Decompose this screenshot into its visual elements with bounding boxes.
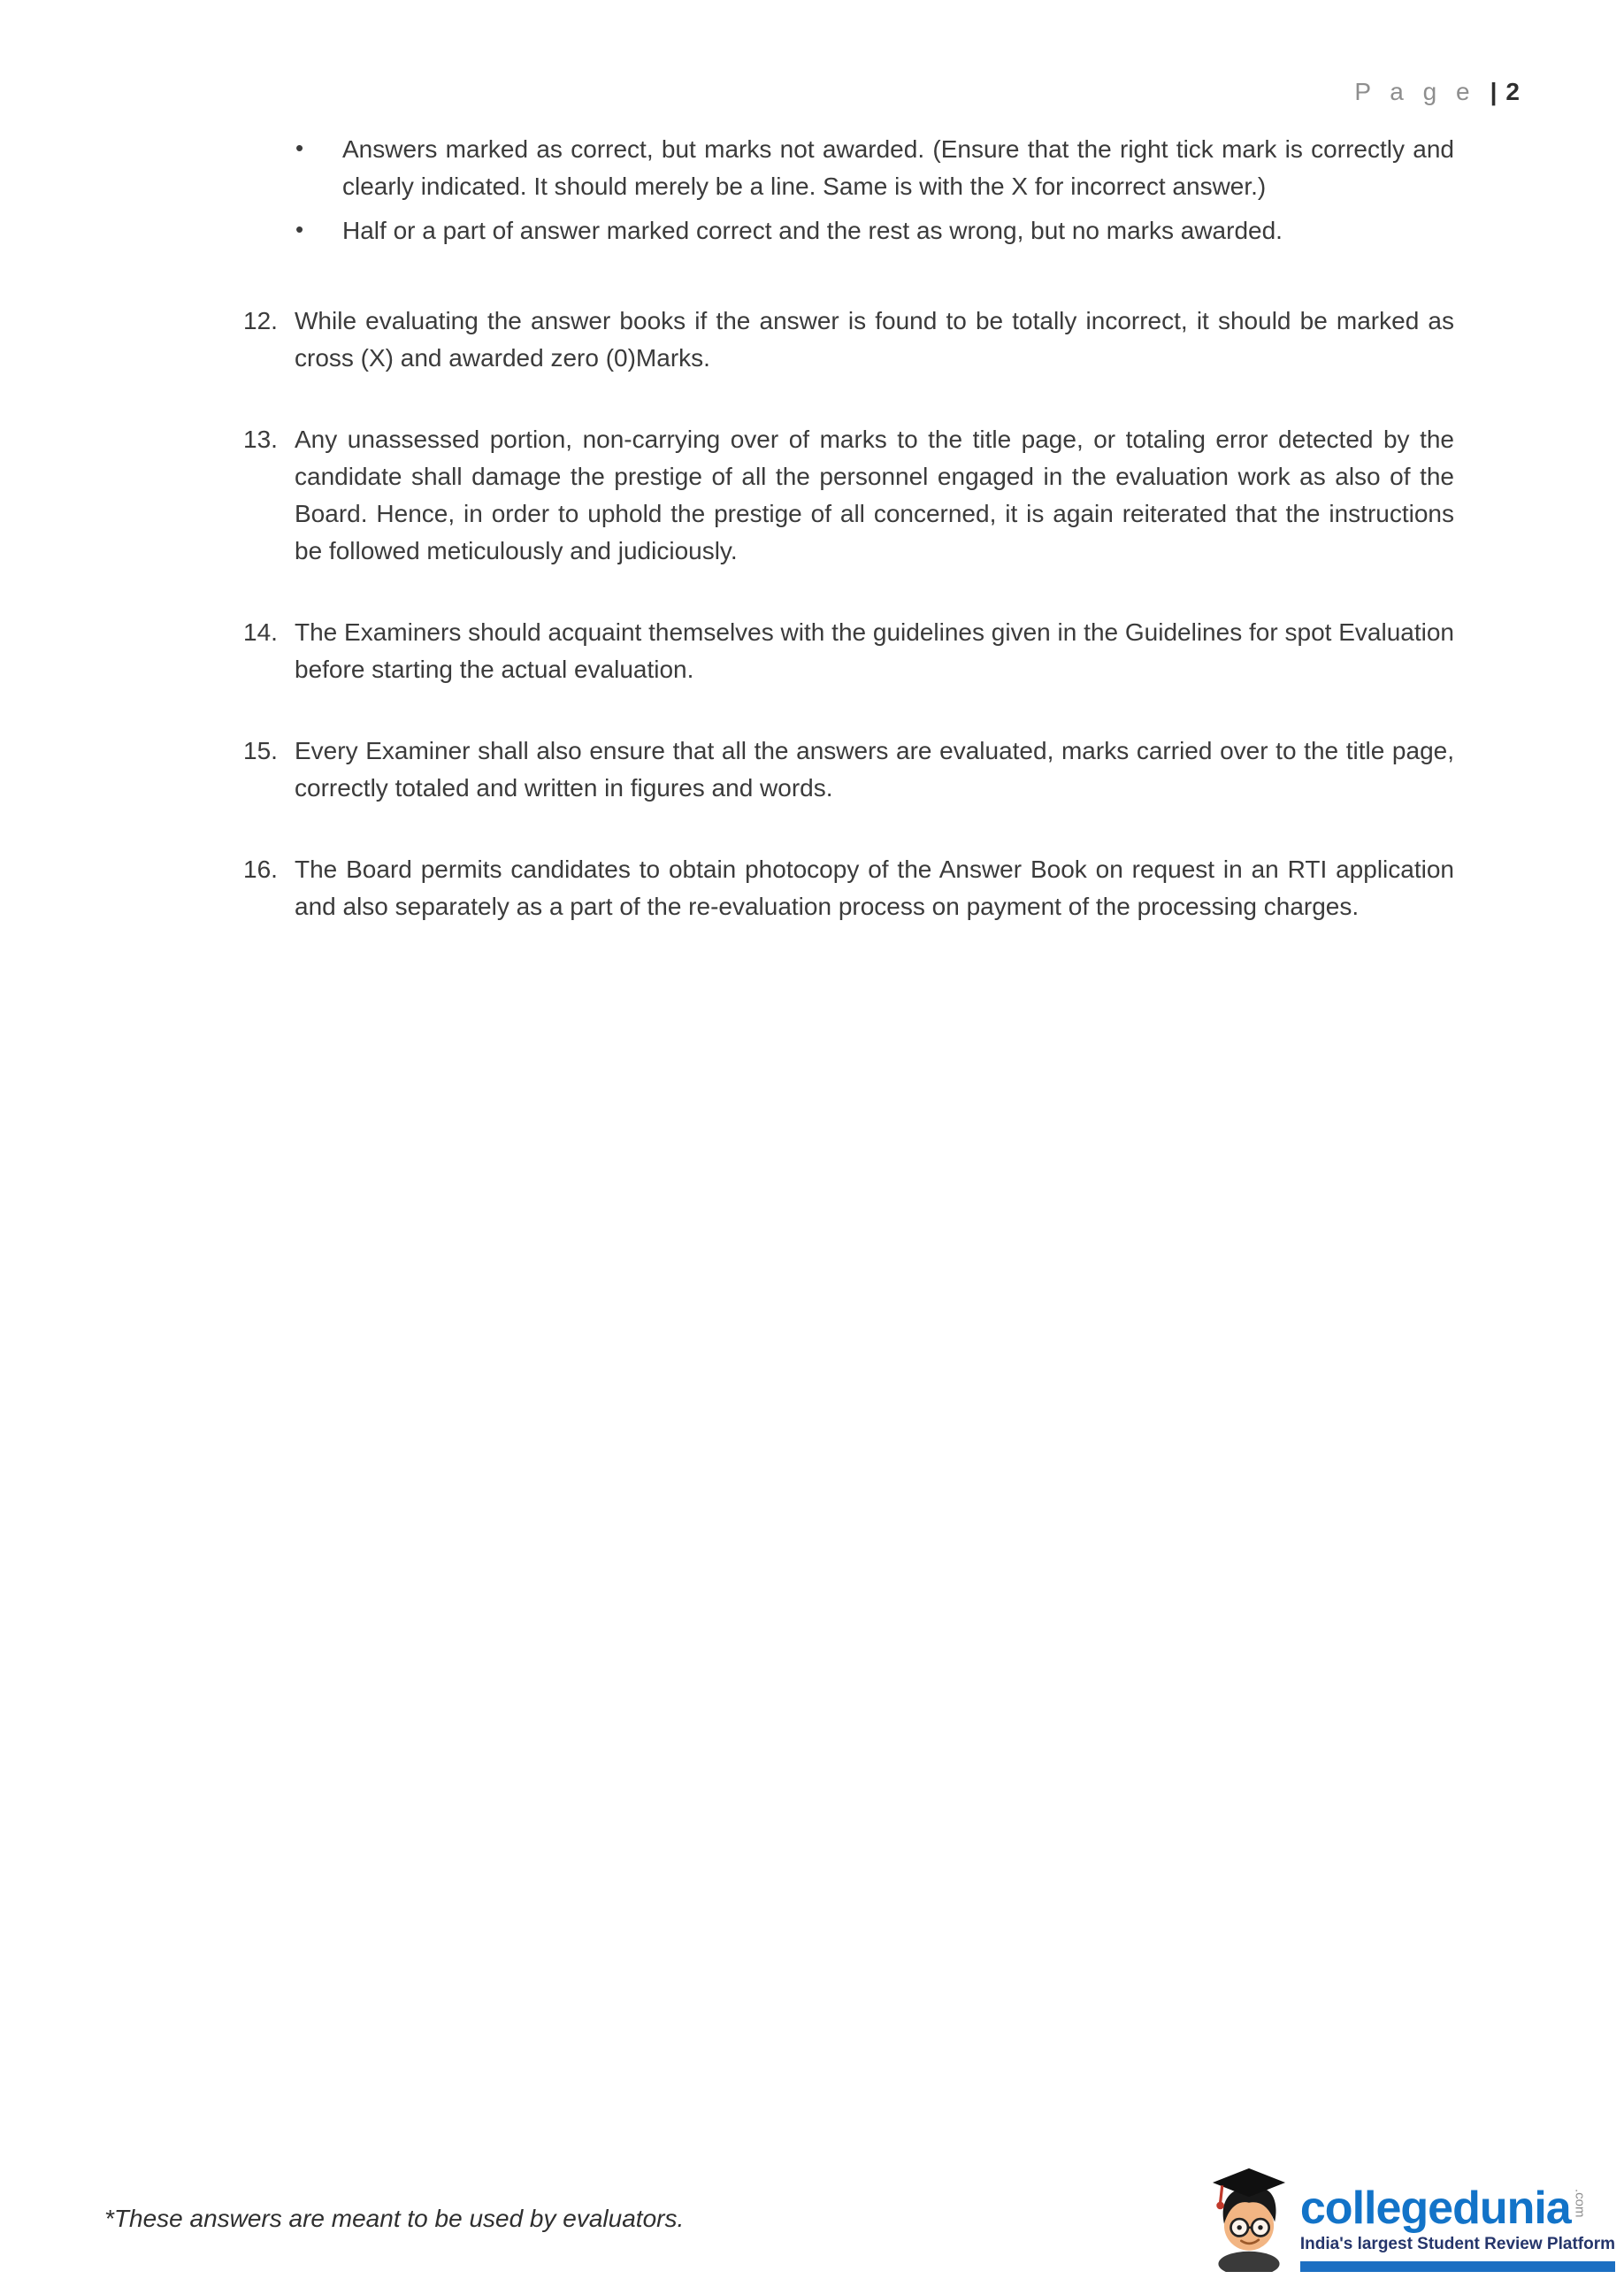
brand-name: collegedunia — [1299, 2183, 1571, 2234]
list-item — [295, 131, 1454, 205]
item-text: Any unassessed portion, non-carrying over of marks to the title page, or totaling error detected by the candidate shall damage the prestige of all the personnel engaged in the evaluation work as also of the Board. Hence, in order to uphold the prestige of all concerned, it is again reiterated that the instructions be followed meticulously and judiciously. — [295, 426, 1454, 564]
item-number: 14. — [243, 618, 278, 646]
item-text: While evaluating the answer books if the answer is found to be totally incorrect, it should be marked as cross (X) and awarded zero (0)Marks. — [295, 307, 1454, 372]
logo-text-column — [1300, 2185, 1624, 2272]
document-body — [243, 131, 1454, 970]
mascot-icon — [1201, 2164, 1297, 2272]
list-item — [243, 614, 1454, 688]
footnote: *These answers are meant to be used by evaluators. — [104, 2205, 685, 2232]
bullet-text: Answers marked as correct, but marks not awarded. (Ensure that the right tick mark is correctly and clearly indicated. It should merely be a line. Same is with the X for incorrect answer.) — [342, 135, 1454, 200]
item-text: The Examiners should acquaint themselves with the guidelines given in the Guidelines for spot Evaluation before starting the actual evaluation. — [295, 618, 1454, 683]
collegedunia-logo — [1201, 2164, 1624, 2272]
item-number: 16. — [243, 856, 278, 883]
bullet-icon: • — [295, 134, 304, 161]
item-number: 13. — [243, 426, 278, 453]
list-item — [243, 303, 1454, 377]
list-item — [243, 851, 1454, 925]
brand-tagline: India's largest Student Review Platform — [1299, 2235, 1615, 2253]
page-separator: | — [1490, 78, 1498, 105]
numbered-list — [243, 303, 1454, 925]
page-number: 2 — [1505, 78, 1520, 105]
item-number: 15. — [243, 737, 278, 764]
page-header — [1354, 78, 1520, 106]
brand-underline-bar — [1300, 2261, 1615, 2272]
bullet-list — [243, 131, 1454, 249]
list-item — [295, 212, 1454, 249]
bullet-text: Half or a part of answer marked correct and the rest as wrong, but no marks awarded. — [342, 217, 1283, 244]
brand-domain-suffix: .com — [1572, 2189, 1588, 2218]
brand-line — [1299, 2183, 1615, 2234]
bullet-icon: • — [295, 216, 304, 242]
list-item — [243, 421, 1454, 570]
item-number: 12. — [243, 307, 278, 334]
page-word: P a g e — [1354, 78, 1476, 105]
item-text: Every Examiner shall also ensure that all the answers are evaluated, marks carried over to the title page, correctly totaled and written in figures and words. — [295, 737, 1454, 802]
item-text: The Board permits candidates to obtain photocopy of the Answer Book on request in an RTI application and also separately as a part of the re-evaluation process on payment of the processing charges. — [295, 856, 1454, 920]
list-item — [243, 733, 1454, 807]
